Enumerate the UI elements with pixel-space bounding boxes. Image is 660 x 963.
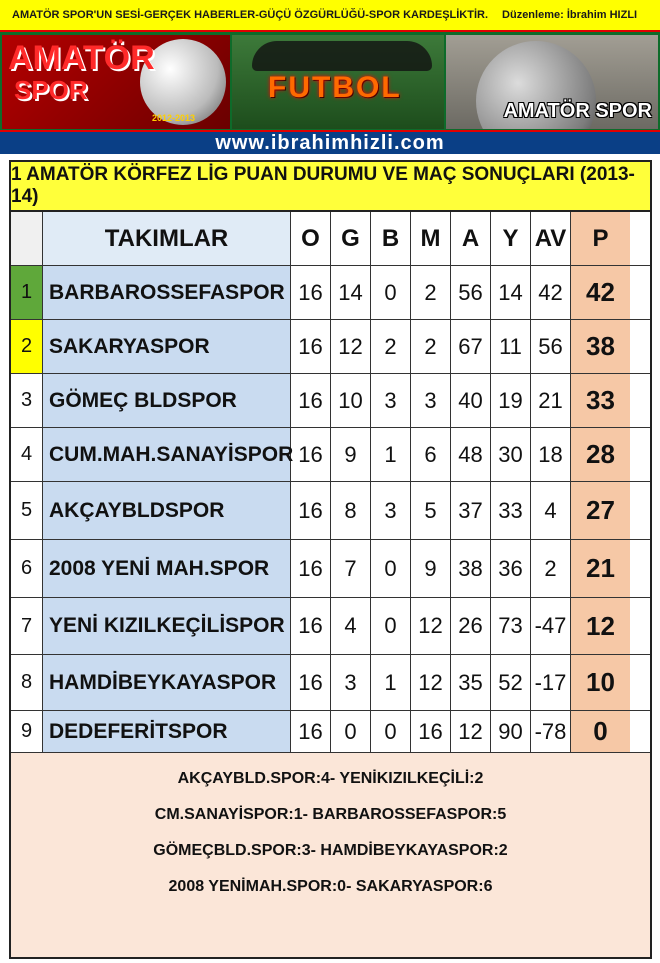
match-result: CM.SANAYİSPOR:1- BARBAROSSEFASPOR:5 bbox=[154, 806, 507, 823]
played-cell: 16 bbox=[291, 374, 331, 427]
rank-cell: 6 bbox=[11, 540, 43, 597]
table-header-row bbox=[11, 212, 650, 266]
table-row bbox=[11, 598, 650, 655]
points-cell: 33 bbox=[571, 374, 630, 427]
team-name-cell: DEDEFERİTSPOR bbox=[43, 711, 291, 752]
header-goal-diff: AV bbox=[531, 212, 571, 265]
rank-cell: 9 bbox=[11, 711, 43, 752]
header-played: O bbox=[291, 212, 331, 265]
goal-diff-cell: 4 bbox=[531, 482, 571, 539]
drawn-cell: 2 bbox=[371, 320, 411, 373]
goals-for-cell: 38 bbox=[451, 540, 491, 597]
slogan-text: AMATÖR SPOR'UN SESİ-GERÇEK HABERLER-GÜÇÜ ÖZGÜRLÜĞÜ-SPOR KARDEŞLİKTİR. bbox=[12, 9, 489, 21]
lost-cell: 9 bbox=[411, 540, 451, 597]
banner-panel-left bbox=[2, 35, 230, 129]
goal-diff-cell: 56 bbox=[531, 320, 571, 373]
won-cell: 0 bbox=[331, 711, 371, 752]
won-cell: 10 bbox=[331, 374, 371, 427]
lost-cell: 6 bbox=[411, 428, 451, 481]
goals-for-cell: 12 bbox=[451, 711, 491, 752]
lost-cell: 12 bbox=[411, 655, 451, 710]
lost-cell: 2 bbox=[411, 320, 451, 373]
goals-against-cell: 36 bbox=[491, 540, 531, 597]
lost-cell: 16 bbox=[411, 711, 451, 752]
url-bar bbox=[0, 132, 660, 154]
won-cell: 12 bbox=[331, 320, 371, 373]
table-row bbox=[11, 320, 650, 374]
points-cell: 27 bbox=[571, 482, 630, 539]
played-cell: 16 bbox=[291, 320, 331, 373]
lost-cell: 12 bbox=[411, 598, 451, 654]
logo-futbol-text: FUTBOL bbox=[268, 71, 402, 104]
goals-for-cell: 40 bbox=[451, 374, 491, 427]
drawn-cell: 0 bbox=[371, 266, 411, 319]
goals-against-cell: 73 bbox=[491, 598, 531, 654]
rank-cell: 8 bbox=[11, 655, 43, 710]
goals-against-cell: 52 bbox=[491, 655, 531, 710]
points-cell: 12 bbox=[571, 598, 630, 654]
table-row bbox=[11, 428, 650, 482]
table-row bbox=[11, 266, 650, 320]
played-cell: 16 bbox=[291, 266, 331, 319]
lost-cell: 3 bbox=[411, 374, 451, 427]
played-cell: 16 bbox=[291, 482, 331, 539]
table-row bbox=[11, 374, 650, 428]
goals-against-cell: 30 bbox=[491, 428, 531, 481]
goals-against-cell: 19 bbox=[491, 374, 531, 427]
won-cell: 4 bbox=[331, 598, 371, 654]
header-points: P bbox=[571, 212, 630, 265]
drawn-cell: 1 bbox=[371, 428, 411, 481]
drawn-cell: 1 bbox=[371, 655, 411, 710]
goals-for-cell: 48 bbox=[451, 428, 491, 481]
team-name-cell: 2008 YENİ MAH.SPOR bbox=[43, 540, 291, 597]
goal-diff-cell: 2 bbox=[531, 540, 571, 597]
table-row bbox=[11, 711, 650, 753]
header-drawn: B bbox=[371, 212, 411, 265]
played-cell: 16 bbox=[291, 655, 331, 710]
logo-amator-spor-text: AMATÖR SPOR bbox=[503, 100, 652, 122]
lost-cell: 2 bbox=[411, 266, 451, 319]
goal-diff-cell: 42 bbox=[531, 266, 571, 319]
match-result: GÖMEÇBLD.SPOR:3- HAMDİBEYKAYASPOR:2 bbox=[153, 842, 508, 859]
played-cell: 16 bbox=[291, 711, 331, 752]
top-header-bar bbox=[0, 0, 660, 30]
goals-for-cell: 35 bbox=[451, 655, 491, 710]
header-goals-for: A bbox=[451, 212, 491, 265]
site-url-link[interactable]: www.ibrahimhizli.com bbox=[215, 131, 445, 154]
match-results bbox=[11, 753, 650, 957]
rank-cell: 3 bbox=[11, 374, 43, 427]
played-cell: 16 bbox=[291, 428, 331, 481]
rank-cell: 1 bbox=[11, 266, 43, 319]
table-row bbox=[11, 540, 650, 598]
table-row bbox=[11, 482, 650, 540]
table-row bbox=[11, 655, 650, 711]
team-name-cell: GÖMEÇ BLDSPOR bbox=[43, 374, 291, 427]
goal-diff-cell: -17 bbox=[531, 655, 571, 710]
goal-diff-cell: -78 bbox=[531, 711, 571, 752]
header-goals-against: Y bbox=[491, 212, 531, 265]
won-cell: 8 bbox=[331, 482, 371, 539]
football-boot-icon bbox=[252, 41, 432, 71]
drawn-cell: 3 bbox=[371, 374, 411, 427]
goals-against-cell: 11 bbox=[491, 320, 531, 373]
goals-against-cell: 33 bbox=[491, 482, 531, 539]
rank-cell: 5 bbox=[11, 482, 43, 539]
points-cell: 21 bbox=[571, 540, 630, 597]
points-cell: 42 bbox=[571, 266, 630, 319]
team-name-cell: YENİ KIZILKEÇİLİSPOR bbox=[43, 598, 291, 654]
goals-against-cell: 90 bbox=[491, 711, 531, 752]
logo-amator-text: AMATÖR bbox=[8, 39, 155, 77]
rank-cell: 4 bbox=[11, 428, 43, 481]
goals-for-cell: 56 bbox=[451, 266, 491, 319]
header-lost: M bbox=[411, 212, 451, 265]
played-cell: 16 bbox=[291, 598, 331, 654]
header-won: G bbox=[331, 212, 371, 265]
team-name-cell: SAKARYASPOR bbox=[43, 320, 291, 373]
points-cell: 28 bbox=[571, 428, 630, 481]
points-cell: 10 bbox=[571, 655, 630, 710]
won-cell: 3 bbox=[331, 655, 371, 710]
header-teams: TAKIMLAR bbox=[43, 212, 291, 265]
match-result: 2008 YENİMAH.SPOR:0- SAKARYASPOR:6 bbox=[168, 878, 493, 895]
won-cell: 14 bbox=[331, 266, 371, 319]
banner bbox=[0, 30, 660, 132]
goal-diff-cell: 18 bbox=[531, 428, 571, 481]
goal-diff-cell: -47 bbox=[531, 598, 571, 654]
drawn-cell: 0 bbox=[371, 598, 411, 654]
played-cell: 16 bbox=[291, 540, 331, 597]
lost-cell: 5 bbox=[411, 482, 451, 539]
team-name-cell: CUM.MAH.SANAYİSPOR bbox=[43, 428, 291, 481]
table-title: 1 AMATÖR KÖRFEZ LİG PUAN DURUMU VE MAÇ SONUÇLARI (2013-14) bbox=[11, 162, 650, 212]
team-name-cell: HAMDİBEYKAYASPOR bbox=[43, 655, 291, 710]
rank-cell: 2 bbox=[11, 320, 43, 373]
logo-years-text: 2012-2013 bbox=[152, 113, 196, 123]
points-cell: 0 bbox=[571, 711, 630, 752]
standings-table bbox=[9, 160, 652, 959]
points-cell: 38 bbox=[571, 320, 630, 373]
goals-against-cell: 14 bbox=[491, 266, 531, 319]
goals-for-cell: 67 bbox=[451, 320, 491, 373]
team-name-cell: AKÇAYBLDSPOR bbox=[43, 482, 291, 539]
goals-for-cell: 37 bbox=[451, 482, 491, 539]
rank-cell: 7 bbox=[11, 598, 43, 654]
header-rank bbox=[11, 212, 43, 265]
logo-spor-text: SPOR bbox=[14, 75, 88, 105]
goal-diff-cell: 21 bbox=[531, 374, 571, 427]
banner-panel-center bbox=[232, 35, 444, 129]
drawn-cell: 0 bbox=[371, 540, 411, 597]
match-result: AKÇAYBLD.SPOR:4- YENİKIZILKEÇİLİ:2 bbox=[177, 770, 484, 787]
goals-for-cell: 26 bbox=[451, 598, 491, 654]
editor-text: Düzenleme: İbrahim HIZLI bbox=[502, 9, 638, 21]
banner-panel-right bbox=[446, 35, 658, 129]
team-name-cell: BARBAROSSEFASPOR bbox=[43, 266, 291, 319]
drawn-cell: 0 bbox=[371, 711, 411, 752]
drawn-cell: 3 bbox=[371, 482, 411, 539]
won-cell: 9 bbox=[331, 428, 371, 481]
won-cell: 7 bbox=[331, 540, 371, 597]
